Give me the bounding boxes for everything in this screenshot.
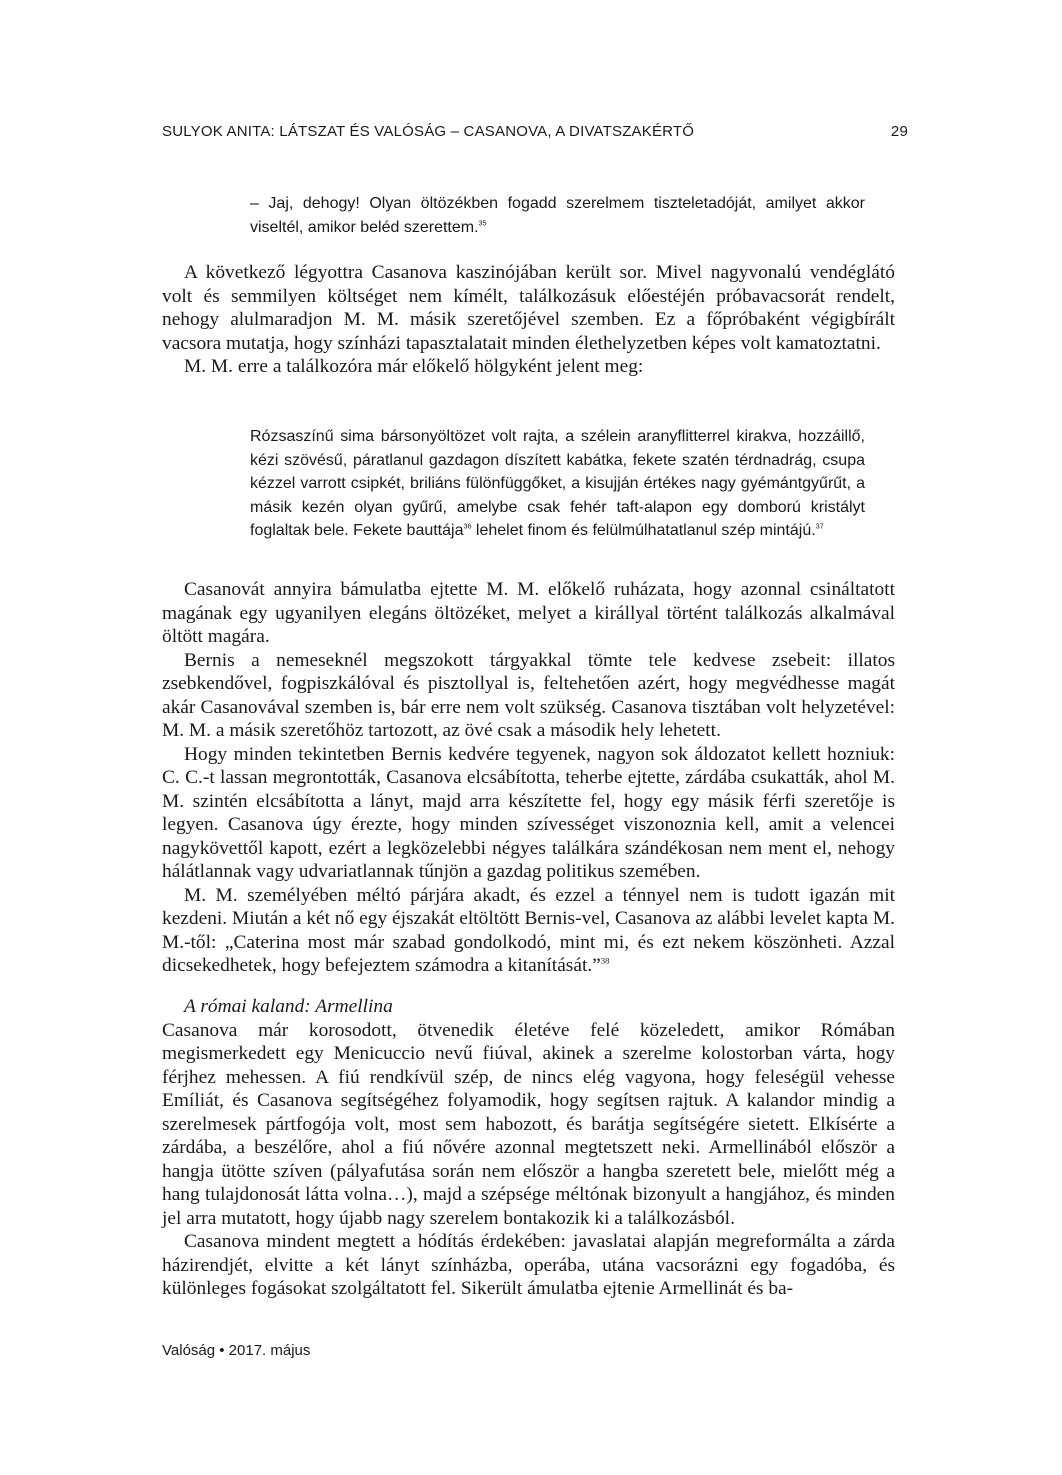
footnote-ref-38[interactable]: 38: [600, 955, 610, 966]
paragraph-8: Casanova mindent megtett a hódítás érdekében: javaslatai alapján megreformálta a zárda házirendjét, elvitte a két lányt színházba, operába, utána vacsorázni egy fogadóba, és különleges fogásokat szolgáltatott fel. Sikerült ámulatba ejtenie Armellinát és ba-: [162, 1231, 895, 1299]
quote-2-text-b: lehelet finom és felülmúlhatatlanul szép mintájú.: [471, 522, 816, 540]
footnote-ref-37[interactable]: 37: [815, 522, 824, 532]
quote-1-text: – Jaj, dehogy! Olyan öltözékben fogadd szerelmem tiszteletadóját, amilyet akkor viseltél, amikor beléd szerettem.: [250, 195, 865, 236]
body-section-2: [162, 578, 895, 978]
paragraph-1: A következő légyottra Casanova kaszinójában került sor. Mivel nagyvonalú vendéglátó volt és semmilyen költséget nem kímélt, találkozásuk előestéjén próbavacsorát rendelt, nehogy alulmaradjon M. M. másik szeretőjével szemben. Ez a főpróbaként végigbírált vacsora mutatja, hogy színházi tapasztalatait minden élethelyzetben képes volt kamatoztatni.: [162, 262, 895, 354]
footnote-ref-35[interactable]: 35: [478, 218, 487, 228]
running-title: SULYOK ANITA: LÁTSZAT ÉS VALÓSÁG – CASANOVA, A DIVATSZAKÉRTŐ: [162, 123, 695, 140]
page-number: 29: [890, 123, 908, 140]
paragraph-4: Bernis a nemeseknél megszokott tárgyakkal tömte tele kedvese zsebeit: illatos zsebkendővel, fogpiszkálóval és pisztollyal is, feltehetően azért, hogy megvédhesse magát akár Casanovával szemben is, bár erre nem volt szükség. Casanova tisztában volt helyzetével: M. M. a másik szeretőhöz tartozott, az övé csak a második hely lehetett.: [162, 649, 895, 741]
paragraph-2: M. M. erre a találkozóra már előkelő hölgyként jelent meg:: [184, 356, 644, 377]
block-quote-1: [250, 192, 865, 239]
body-section-3: [162, 995, 895, 1301]
quote-2-text-a: Rózsaszínű sima bársonyöltözet volt rajta, a szélein aranyflitterrel kirakva, hozzáillő, kézi szövésű, páratlanul gazdagon díszített kabátka, fekete szatén térdnadrág, csupa kézzel varrott csipkét, briliáns fülönfüggőket, a kisujján értékes nagy gyémántgyűrűt, a másik kezén olyan gyűrű, amelybe csak fehér taft-alapon egy domború kristályt foglaltak bele. Fekete bauttája: [250, 428, 865, 540]
paragraph-7: Casanova már korosodott, ötvenedik életéve felé közeledett, amikor Rómában megismerkedett egy Menicuccio nevű fiúval, akinek a szerelme kolostorban várta, hogy férjhez mehessen. A fiú rendkívül szép, de nincs elég vagyona, hogy feleségül vehesse Emíliát, és Casanova segítségéhez folyamodik, hogy segítsen rajtuk. A kalandor mindig a szerelmesek pártfogója volt, most sem habozott, és barátja segítségére sietett. Elkísérte a zárdába, a beszélőre, ahol a fiú nővére azonnal megtetszett neki. Armellinából először a hangja ütötte szíven (pályafutása során nem először a hangba szeretett bele, mielőtt még a hang tulajdonosát látta volna…), majd a szépsége méltónak bizonyult a hangjához, és minden jel arra mutatott, hogy újabb nagy szerelem bontakozik ki a találkozásból.: [162, 1019, 895, 1229]
footnote-ref-36[interactable]: 36: [463, 522, 472, 532]
page-footer: Valóság • 2017. május: [162, 1342, 311, 1359]
paragraph-5: Hogy minden tekintetben Bernis kedvére tegyenek, nagyon sok áldozatot kellett hozniuk: C. C.-t lassan megrontották, Casanova elcsábította, teherbe ejtette, zárdába csukatták, ahol M. M. szintén elcsábította a lányt, majd arra készítette fel, hogy egy másik férfi szeretője is legyen. Casanova úgy érezte, hogy minden szívességet viszonoznia kell, amit a velencei nagykövettől kapott, ezért a legközelebbi négyes találkára szándékosan nem ment el, nehogy hálátlannak vagy udvariatlannak tűnjön a gazdag politikus szemében.: [162, 743, 895, 882]
paragraph-6-text: M. M. személyében méltó párjára akadt, és ezzel a ténnyel nem is tudott igazán mit kezdeni. Miután a két nő egy éjszakát eltöltött Bernis-vel, Casanova az alábbi levelet kapta M. M.-től: „Caterina most már szabad gondolkodó, mint mi, és ezt nekem köszönheti. Azzal dicsekedhetek, hogy befejeztem számodra a kitanítását.”: [162, 884, 895, 976]
paragraph-6: [162, 884, 895, 978]
body-section-1: [162, 261, 895, 379]
block-quote-2: [250, 425, 865, 543]
paragraph-3: Casanovát annyira bámulatba ejtette M. M. előkelő ruházata, hogy azonnal csináltatott magának egy ugyanilyen elegáns öltözéket, melyet a királlyal történt találkozás alkalmával öltött magára.: [162, 579, 895, 647]
section-title: A római kaland: Armellina: [184, 996, 393, 1017]
